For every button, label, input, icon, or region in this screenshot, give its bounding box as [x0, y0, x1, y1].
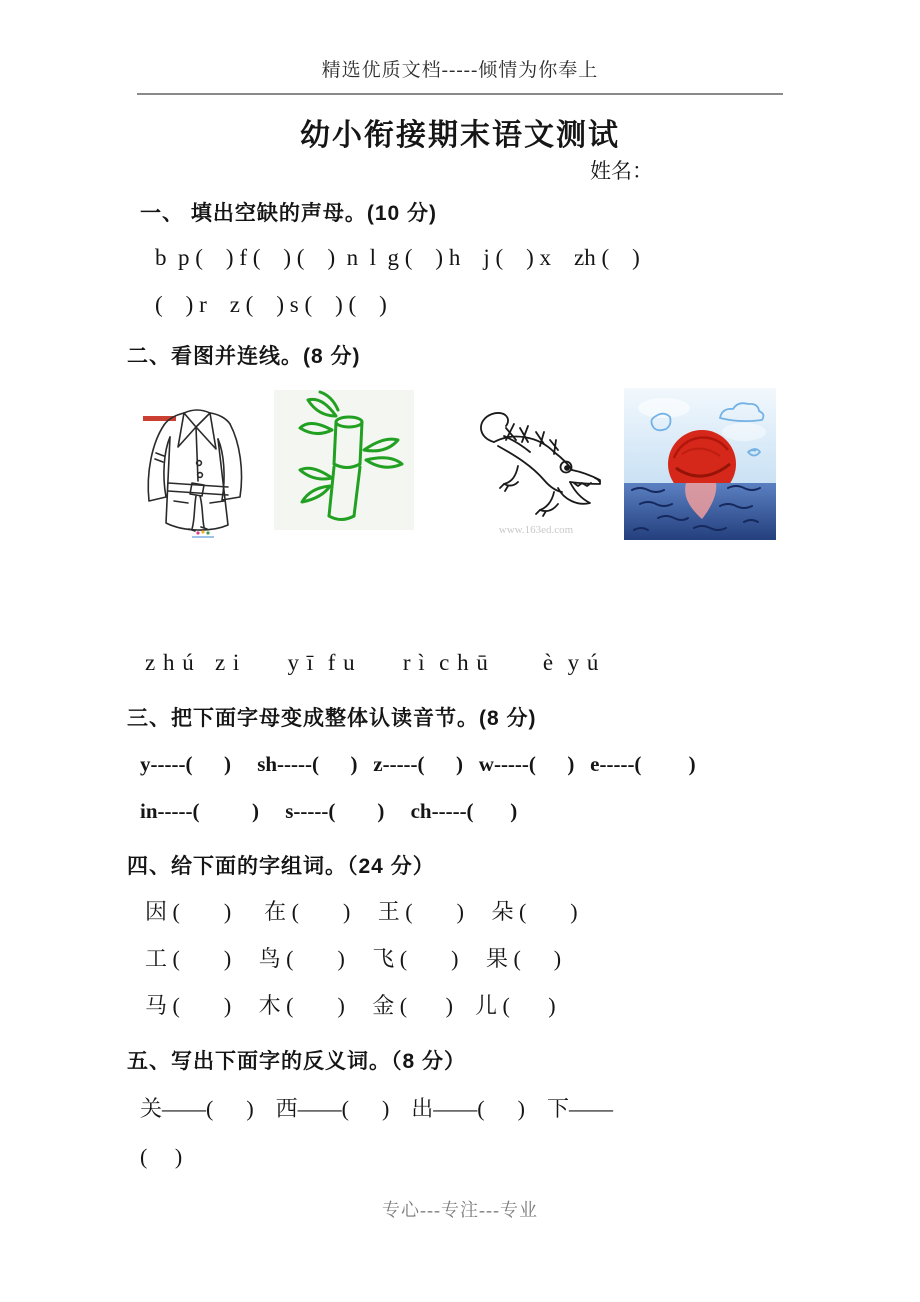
section1-heading: 一、 填出空缺的声母。(10 分) — [140, 202, 438, 225]
section5-heading: 五、写出下面字的反义词。（8 分） — [127, 1050, 467, 1073]
crocodile-watermark: www.163ed.com — [498, 524, 574, 536]
section2-heading: 二、看图并连线。(8 分) — [127, 345, 361, 368]
section5-line1: 关——( ) 西——( ) 出——( ) 下—— — [140, 1096, 613, 1121]
header-rule — [137, 93, 783, 95]
section3-line1: y-----( ) sh-----( ) z-----( ) w-----( ) e-----( ) — [140, 752, 696, 776]
section4-row1: 因 ( ) 在 ( ) 王 ( ) 朵 ( ) — [145, 899, 578, 924]
section4-row3: 马 ( ) 木 ( ) 金 ( ) 儿 ( ) — [145, 993, 556, 1018]
header-slogan: 精选优质文档-----倾情为你奉上 — [321, 60, 599, 81]
section4-row2: 工 ( ) 鸟 ( ) 飞 ( ) 果 ( ) — [145, 946, 562, 971]
section5-line2: ( ) — [140, 1144, 183, 1169]
pinyin-line: z h ú z i y ī f u r ì c h ū è y ú — [145, 650, 600, 675]
crocodile-image — [458, 390, 608, 540]
section1-line1: b p ( ) f ( ) ( ) n l g ( ) h j ( ) x zh ( ) — [155, 245, 640, 270]
footer-slogan: 专心---专注---专业 — [382, 1200, 538, 1220]
section3-heading: 三、把下面字母变成整体认读音节。(8 分) — [127, 707, 537, 730]
section1-line2: ( ) r z ( ) s ( ) ( ) — [155, 292, 387, 317]
bamboo-image — [274, 390, 414, 530]
section3-line2: in-----( ) s-----( ) ch-----( ) — [140, 799, 518, 823]
coat-image — [140, 403, 252, 541]
section4-heading: 四、给下面的字组词。（24 分） — [127, 855, 435, 878]
page-title: 幼小衔接期末语文测试 — [300, 119, 620, 152]
sunrise-image — [624, 388, 776, 540]
name-label: 姓名： — [590, 159, 653, 183]
